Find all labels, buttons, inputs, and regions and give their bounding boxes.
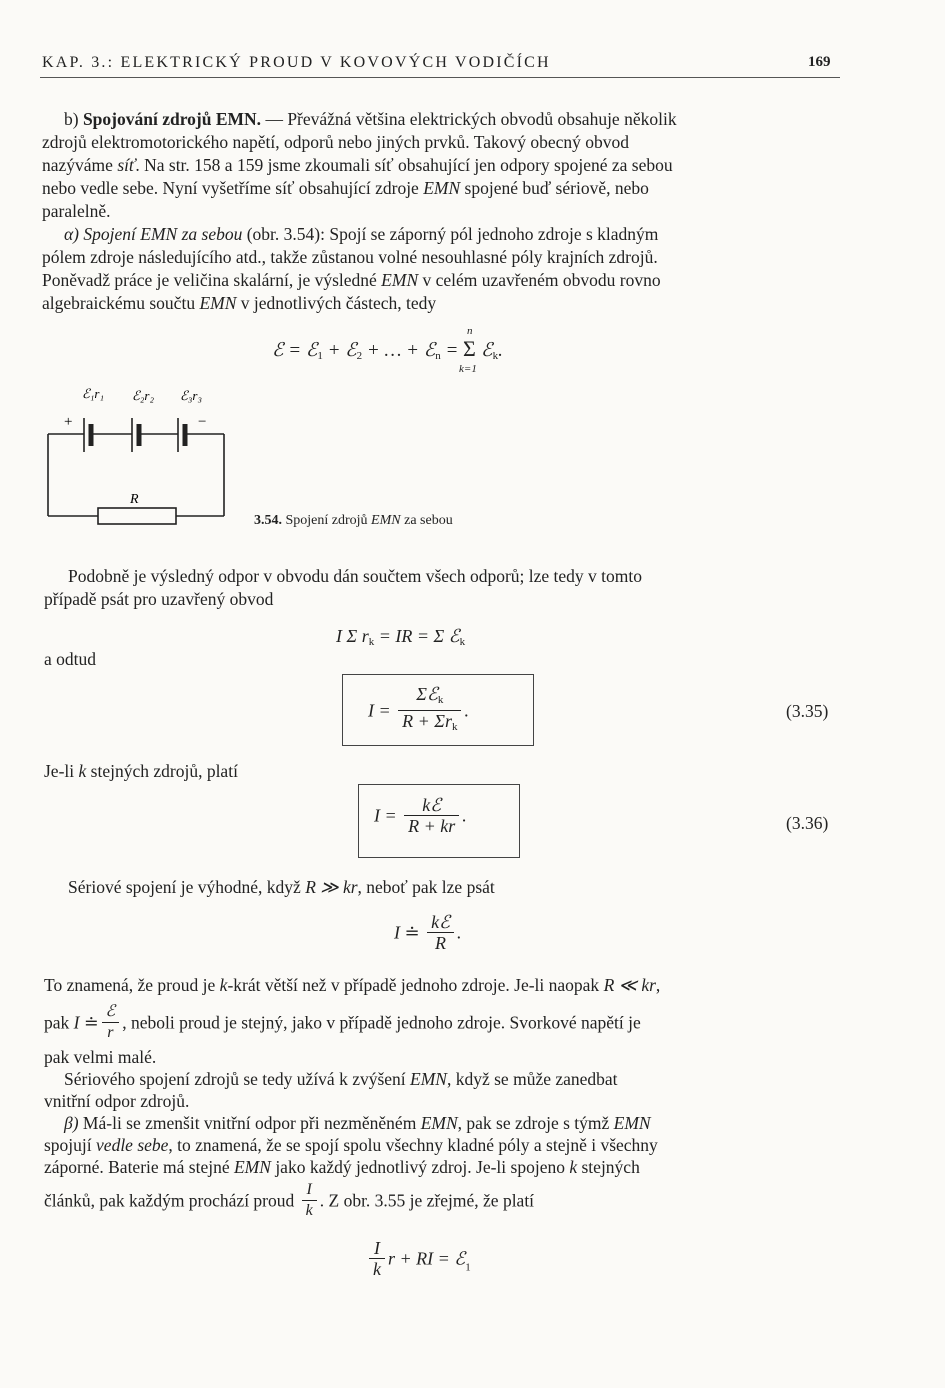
alpha-title: Spojení EMN za sebou xyxy=(83,224,243,244)
alpha-line-3: Poněvadž práce je veličina skalární, je výsledné EMN v celém uzavřeném obvodu rovno xyxy=(42,270,661,290)
para4-line-1: Sériového spojení zdrojů se tedy užívá k zvýšení EMN, když se může zanedbat xyxy=(64,1069,618,1089)
equation-3-35-label: (3.35) xyxy=(786,701,829,721)
equation-approx: I ≐ $\frac{\text{kℰ}}{R}$ . xyxy=(394,912,462,953)
equation-3-35: I = $\frac{\Sigma ℰ_k}{R + \Sigma r_k}$ . xyxy=(368,684,469,737)
equation-last: $\frac{I}{k}$ r + RI = ℰ$_1$ xyxy=(366,1238,471,1279)
resistor-label: R xyxy=(130,492,139,507)
section-b-line-3: nazýváme síť. Na str. 158 a 159 jsme zkoumali síť obsahující jen odpory spojené za sebou xyxy=(42,155,673,175)
section-b-line-2: zdrojů elektromotorického napětí, odporů nebo jiných prvků. Takový obecný obvod xyxy=(42,132,629,152)
cell-label-1: ℰ₁r₁ xyxy=(82,386,104,401)
para2-line-1: Podobně je výsledný odpor v obvodu dán součtem všech odporů; lze tedy v tomto xyxy=(68,566,643,586)
equation-ir: I Σ $r_k$ = IR = Σ ℰ$_k$ xyxy=(336,626,466,648)
series-circuit-diagram xyxy=(40,380,240,530)
para3-line-1: To znamená, že proud je k-krát větší než v případě jednoho zdroje. Je-li naopak R ≪ kr, xyxy=(44,975,661,995)
para3-line-3: pak velmi malé. xyxy=(44,1047,157,1067)
header-rule xyxy=(40,77,840,78)
section-b-heading: Spojování zdrojů EMN. xyxy=(82,109,262,129)
figure-caption: 3.54. Spojení zdrojů EMN za sebou xyxy=(254,513,453,528)
cell-label-3: ℰ₃r₃ xyxy=(180,388,202,403)
alpha-line-4: algebraickému součtu EMN v jednotlivých částech, tedy xyxy=(42,293,437,313)
para2-line-2: případě psát pro uzavřený obvod xyxy=(44,589,274,609)
equation-3-36-label: (3.36) xyxy=(786,813,829,833)
para4-line-2: vnitřní odpor zdrojů. xyxy=(44,1091,190,1111)
jeli-line: Je-li k stejných zdrojů, platí xyxy=(44,761,238,781)
alpha-line-2: pólem zdroje následujícího atd., takže zůstanou volné nesouhlasné póly krajních zdrojů. xyxy=(42,247,658,267)
beta-line-1: β) Má-li se zmenšit vnitřní odpor při nezměněném EMN, pak se zdroje s týmž EMN xyxy=(64,1113,651,1133)
cell-label-2: ℰ₂r₂ xyxy=(132,388,154,403)
section-b-marker: b) xyxy=(64,109,79,129)
para3-line-2: pak I ≐ $\frac{\text{ℰ}}{r}$ , neboli proud je stejný, jako v případě jednoho zdroje. Svorkové napětí je xyxy=(44,1003,641,1041)
beta-line-4: článků, pak každým prochází proud $\frac{I}{k}$ . Z obr. 3.55 je zřejmé, že platí xyxy=(44,1181,535,1219)
beta-line-2: spojují vedle sebe, to znamená, že se spojí spolu všechny kladné póly a stejně i všechny xyxy=(44,1135,658,1155)
running-title: KAP. 3.: ELEKTRICKÝ PROUD V KOVOVÝCH VODIČÍCH xyxy=(42,54,551,71)
seriove-line: Sériové spojení je výhodné, když R ≫ kr, neboť pak lze psát xyxy=(68,877,495,897)
section-b-line-4: nebo vedle sebe. Nyní vyšetříme síť obsahující zdroje EMN spojené buď sériově, nebo xyxy=(42,178,649,198)
page-number: 169 xyxy=(808,54,831,70)
alpha-line-1: α) Spojení EMN za sebou (obr. 3.54): Spojí se záporný pól jednoho zdroje s kladným xyxy=(64,224,659,244)
section-b-line-5: paralelně. xyxy=(42,201,111,221)
plus-sign: + xyxy=(64,414,73,430)
section-b-line-1 xyxy=(64,108,677,130)
equation-3-36: I = $\frac{\text{kℰ}}{R + kr}$ . xyxy=(374,795,467,836)
a-odtud: a odtud xyxy=(44,649,97,669)
beta-line-3: záporné. Baterie má stejné EMN jako každý jednotlivý zdroj. Je-li spojeno k stejných xyxy=(44,1157,640,1177)
section-b-text: — Převážná většina elektrických obvodů obsahuje několik xyxy=(261,109,677,129)
equation-emf-sum: ℰ = ℰ$_1$ + ℰ$_2$ + … + ℰ$_n$ = n Σ k=1 ℰ$_k$. xyxy=(272,325,503,375)
minus-sign: − xyxy=(198,414,207,430)
